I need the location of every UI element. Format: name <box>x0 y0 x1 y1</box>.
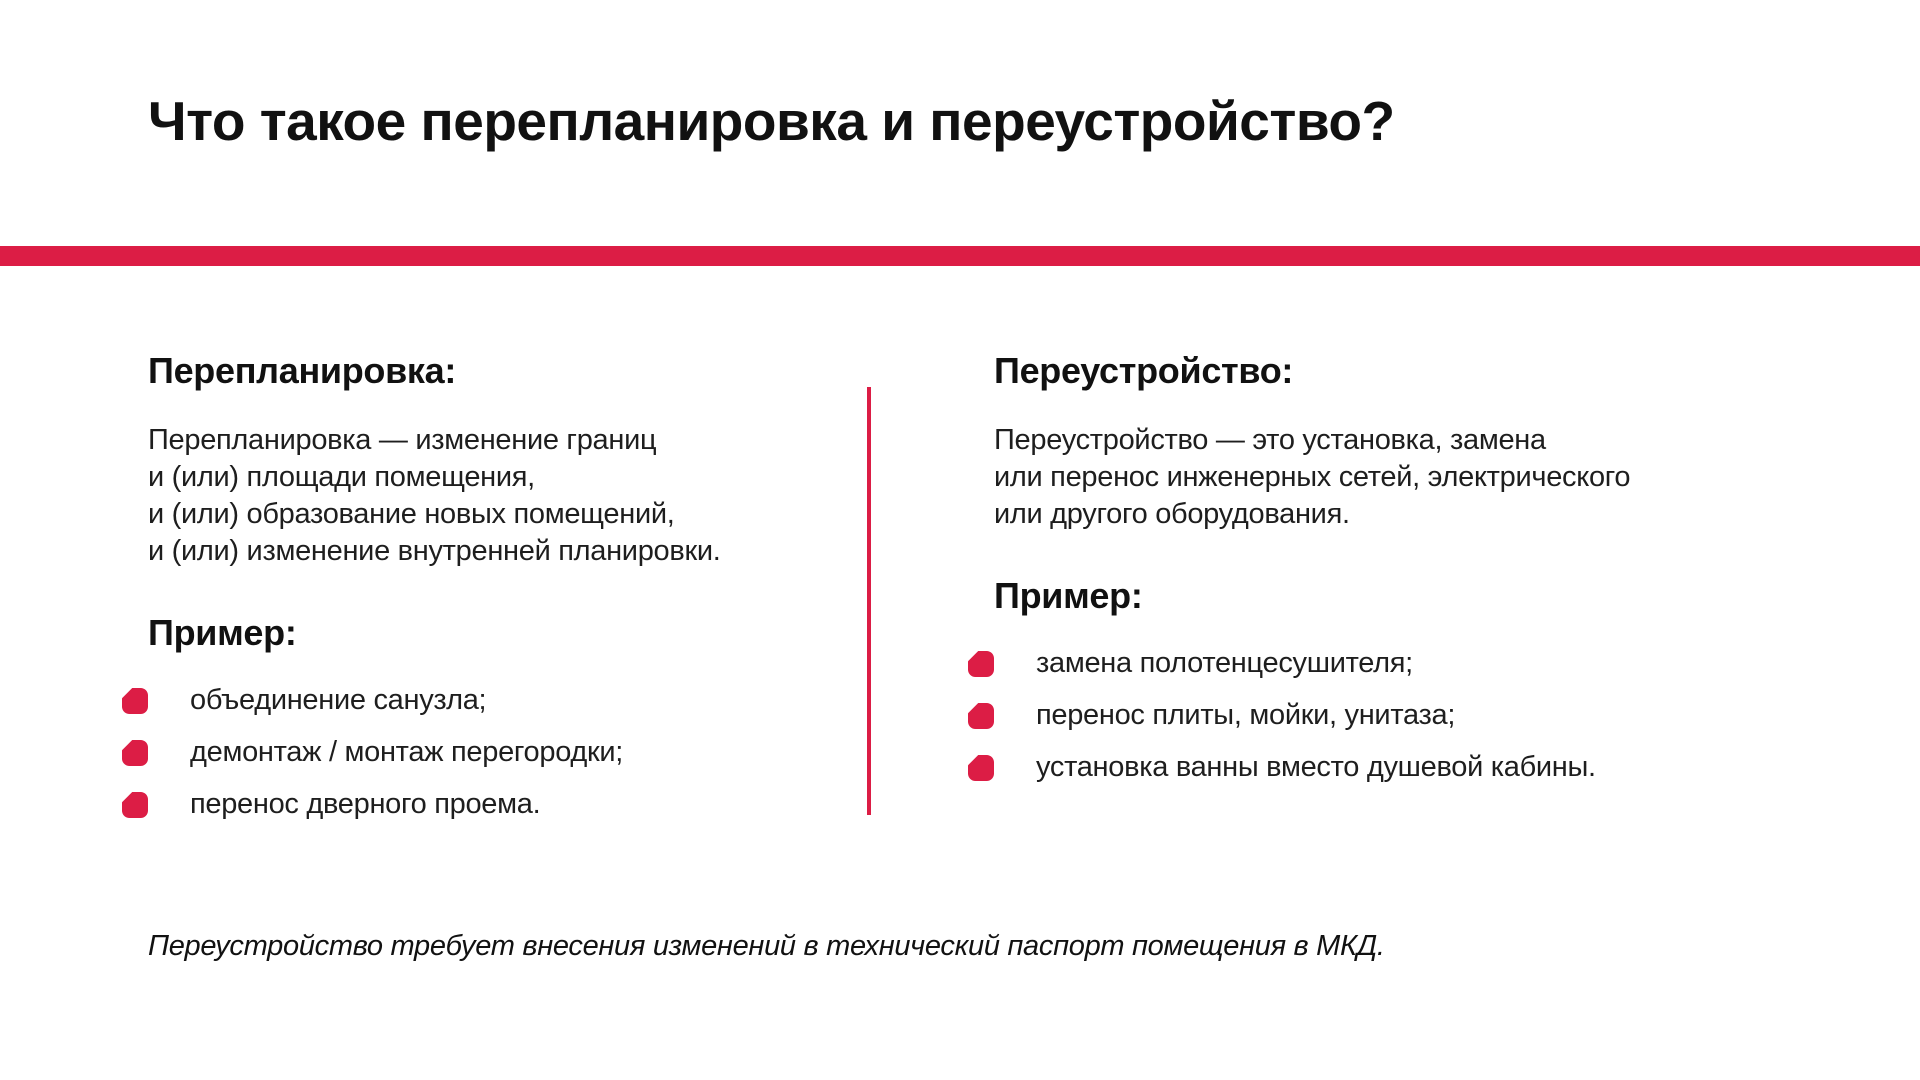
list-item <box>968 645 1714 682</box>
column-heading: Переустройство: <box>994 350 1294 391</box>
description-line: Переустройство — это установка, замена <box>994 424 1546 456</box>
list-item-label: перенос дверного проема. <box>190 788 541 820</box>
bullet-marker-icon <box>122 792 148 818</box>
list-item <box>122 682 808 719</box>
bullet-marker-icon <box>122 688 148 714</box>
list-item <box>968 749 1714 786</box>
description-line: или перенос инженерных сетей, электрического <box>994 461 1631 493</box>
description-line: и (или) площади помещения, <box>148 461 535 493</box>
column-pereustroystvo <box>994 350 1714 801</box>
example-list <box>122 682 808 823</box>
list-item-label: объединение санузла; <box>190 684 487 716</box>
footnote: Переустройство требует внесения изменений в технический паспорт помещения в МКД. <box>148 930 1385 962</box>
description-line: и (или) изменение внутренней планировки. <box>148 535 721 567</box>
column-heading: Перепланировка: <box>148 350 457 391</box>
accent-bar <box>0 246 1920 266</box>
list-item <box>122 734 808 771</box>
description-line: и (или) образование новых помещений, <box>148 498 675 530</box>
bullet-marker-icon <box>968 755 994 781</box>
list-item-label: демонтаж / монтаж перегородки; <box>190 736 624 768</box>
description-line: или другого оборудования. <box>994 498 1350 530</box>
column-divider <box>867 387 871 815</box>
list-item-label: замена полотенцесушителя; <box>1036 647 1413 679</box>
column-description <box>994 422 1714 533</box>
example-heading: Пример: <box>994 575 1143 616</box>
bullet-marker-icon <box>968 703 994 729</box>
list-item-label: установка ванны вместо душевой кабины. <box>1036 751 1596 783</box>
example-heading: Пример: <box>148 612 297 653</box>
column-description <box>148 422 808 570</box>
bullet-marker-icon <box>122 740 148 766</box>
list-item <box>122 786 808 823</box>
column-pereplanirovka <box>148 350 808 838</box>
description-line: Перепланировка — изменение границ <box>148 424 657 456</box>
example-list <box>968 645 1714 786</box>
list-item <box>968 697 1714 734</box>
list-item-label: перенос плиты, мойки, унитаза; <box>1036 699 1456 731</box>
page-title: Что такое перепланировка и переустройство? <box>148 90 1395 152</box>
bullet-marker-icon <box>968 651 994 677</box>
